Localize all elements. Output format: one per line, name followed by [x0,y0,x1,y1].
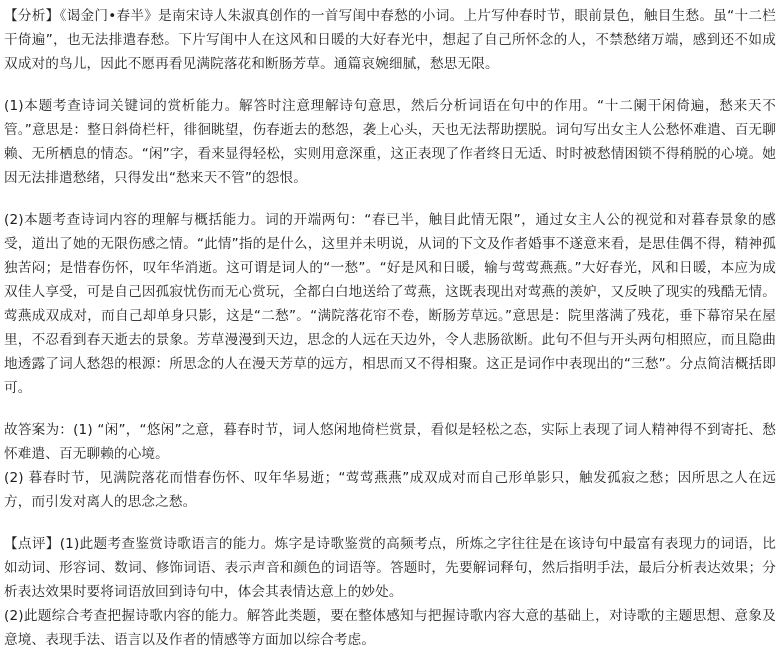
spacer [4,514,776,532]
spacer [4,190,776,208]
analysis-point-1: (1)本题考查诗词关键词的赏析能力。解答时注意理解诗句意思，然后分析词语在句中的作用。“十二阑干闲倚遍，愁来天不管。”意思是：整日斜倚栏杆，徘徊眺望，伤春逝去的愁怨，袭上心头，天也无法帮助摆脱。词句写出女主人公愁怀难遣、百无聊赖、无所栖息的情态。“闲”字，看来显得轻松，实则用意深重，这正表现了作者终日无适、时时被愁情困锁不得稍脱的心境。她因无法排遣愁绪，只得发出“愁来天不管”的怨恨。 [4,98,776,186]
answer-2: (2) 暮春时节，见满院落花而惜春伤怀、叹年华易逝；“莺莺燕燕”成双成对而自己形单影只，触发孤寂之愁；因所思之人在远方，而引发对离人的思念之愁。 [4,470,776,510]
spacer [4,400,776,418]
comment-2: (2)此题综合考查把握诗歌内容的能力。解答此类题，要在整体感知与把握诗歌内容大意的基础上，对诗歌的主题思想、意象及意境、表现手法、语言以及作者的情感等方面加以综合考虑。 [4,608,776,648]
spacer [4,76,776,94]
solution-document [4,4,776,652]
comment-1: 【点评】(1)此题考查鉴赏诗歌语言的能力。炼字是诗歌鉴赏的高频考点，所炼之字往往是在该诗句中最富有表现力的词语，比如动词、形容词、数词、修饰词语、表示声音和颜色的词语等。答题时，先要解词释句，然后指明手法，最后分析表达效果；分析表达效果时要将词语放回到诗句中，体会其表情达意上的妙处。 [4,536,776,600]
answer-1: 故答案为：(1) “闲”，“悠闲”之意，暮春时节，词人悠闲地倚栏赏景，看似是轻松之态，实际上表现了词人精神得不到寄托、愁怀难遣、百无聊赖的心境。 [4,422,776,462]
analysis-paragraph: 【分析】《谒金门•春半》是南宋诗人朱淑真创作的一首写闺中春愁的小词。上片写仲春时节，眼前景色，触目生愁。虽“十二栏干倚遍”，也无法排遣春愁。下片写闺中人在这风和日暖的大好春光中，想起了自己所怀念的人，不禁愁绪万端，感到还不如成双成对的鸟儿，因此不愿再看见满院落花和断肠芳草。通篇哀婉细腻，愁思无限。 [4,8,776,72]
analysis-point-2: (2)本题考查诗词内容的理解与概括能力。词的开端两句：“春已半，触目此情无限”，通过女主人公的视觉和对暮春景象的感受，道出了她的无限伤感之情。“此情”指的是什么，这里并未明说，从词的下文及作者婚事不遂意来看，是思佳偶不得，精神孤独苦闷；是惜春伤怀，叹年华消逝。这可谓是词人的“一愁”。“好是风和日暖，输与莺莺燕燕。”大好春光，风和日暖，本应为成双佳人享受，可是自己因孤寂忧伤而无心赏玩，全都白白地送给了莺燕，这既表现出对莺燕的羡妒，又反映了现实的残酷无情。莺燕成双成对，而自己却单身只影，这是“二愁”。“满院落花帘不卷，断肠芳草远。”意思是：院里落满了残花，垂下幕帘呆在屋里，不忍看到春天逝去的景象。芳草漫漫到天边，思念的人远在天边外，令人悲肠欲断。此句不但与开头两句相照应，而且隐曲地透露了词人愁怨的根源：所思念的人在漫天芳草的远方，相思而又不得相聚。这正是词作中表现出的“三愁”。分点简洁概括即可。 [4,212,776,396]
